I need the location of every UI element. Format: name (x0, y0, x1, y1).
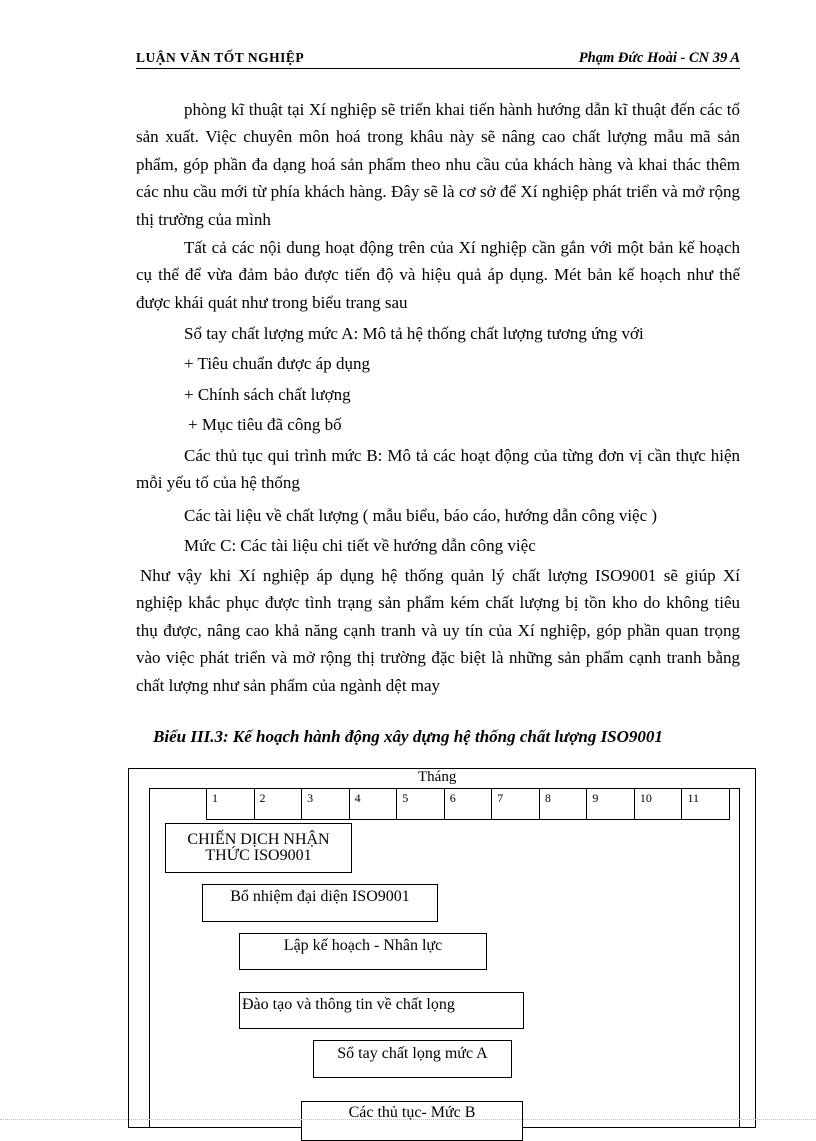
level-c-line: Mức C: Các tài liệu chi tiết về hướng dẫn công việc (184, 536, 536, 555)
task-label: THỨC ISO9001 (205, 847, 312, 864)
month-cell: 10 (634, 789, 682, 819)
task-appoint-representative (202, 884, 438, 922)
month-cell: 9 (586, 789, 634, 819)
month-cell: 1 (212, 791, 218, 805)
month-cell: 11 (681, 789, 729, 819)
task-label: Các thủ tục- Mức B (348, 1104, 476, 1121)
month-cell: 5 (396, 789, 444, 819)
paragraph-2: Tất cả các nội dung hoạt động trên của Xí nghiệp cần gắn với một bản kế hoạch cụ thể để vừa đảm bảo được tiến độ và hiệu quả áp dụng. Mét bản kế hoạch như thế được khái quát như trong biểu trang sau (136, 238, 740, 312)
task-training-information (239, 992, 524, 1029)
task-awareness-campaign (165, 823, 352, 873)
month-cell: 7 (491, 789, 539, 819)
month-label: Tháng (418, 769, 457, 785)
level-a-line: Sổ tay chất lượng mức A: Mô tả hệ thống chất lượng tương ứng với (184, 324, 644, 343)
task-procedures-level-b (301, 1101, 523, 1141)
month-cell: 3 (301, 789, 349, 819)
task-label: Lập kế hoạch - Nhân lực (283, 937, 443, 954)
paragraph-1: phòng kĩ thuật tại Xí nghiệp sẽ triển khai tiến hành hướng dẫn kĩ thuật đến các tổ sản xuất. Việc chuyên môn hoá trong khâu này sẽ nâng cao chất lượng mẫu mã sản phẩm, góp phần đa dạng hoá sản phẩm theo nhu cầu của khách hàng và khai thác thêm các nhu cầu mới từ phía khách hàng. Đây sẽ là cơ sở để Xí nghiệp phát triển và mở rộng thị trường của mình (136, 100, 740, 229)
header-rule (136, 68, 740, 69)
month-cell: 2 (254, 789, 302, 819)
header-author: Phạm Đức Hoài - CN 39 A (578, 50, 740, 66)
month-cell: 8 (539, 789, 587, 819)
task-label: CHIẾN DỊCH NHẬN (187, 831, 330, 848)
task-planning-resources (239, 933, 487, 970)
conclusion-paragraph: Như vậy khi Xí nghiệp áp dụng hệ thống quản lý chất lượng ISO9001 sẽ giúp Xí nghiệp khắc phục được tình trạng sản phẩm kém chất lượng bị tồn kho do không tiêu thụ được, nâng cao khả năng cạnh tranh và uy tín của Xí nghiệp, góp phần quan trọng vào việc phát triển và mở rộng thị trường đặc biệt là những sản phẩm cạnh tranh bằng chất lượng như sản phẩm của ngành dệt may (136, 566, 740, 695)
task-label: Sổ tay chất lọng mức A (337, 1045, 488, 1062)
month-cell: 4 (349, 789, 397, 819)
level-a-item-1: + Tiêu chuẩn được áp dụng (184, 354, 370, 373)
page-bottom-edge (0, 1119, 816, 1120)
month-cell: 6 (444, 789, 492, 819)
task-label: Bổ nhiệm đại diện ISO9001 (230, 888, 410, 905)
level-a-item-2: + Chính sách chất lượng (184, 385, 351, 404)
quality-docs-line: Các tài liệu về chất lượng ( mẫu biểu, báo cáo, hướng dẫn công việc ) (184, 506, 658, 525)
header-title-left: LUẬN VĂN TỐT NGHIỆP (136, 50, 305, 65)
task-manual-level-a (313, 1040, 512, 1078)
level-b-paragraph: Các thủ tục qui trình mức B: Mô tả các hoạt động của từng đơn vị cần thực hiện mỗi yếu tố của hệ thống (136, 446, 740, 493)
task-label: Đào tạo và thông tin về chất lọng (242, 996, 455, 1013)
level-a-item-3: + Mục tiêu đã công bố (188, 415, 342, 434)
figure-caption: Biểu III.3: Kế hoạch hành động xây dựng hệ thống chất lượng ISO9001 (153, 727, 663, 746)
month-header-row (206, 789, 730, 820)
